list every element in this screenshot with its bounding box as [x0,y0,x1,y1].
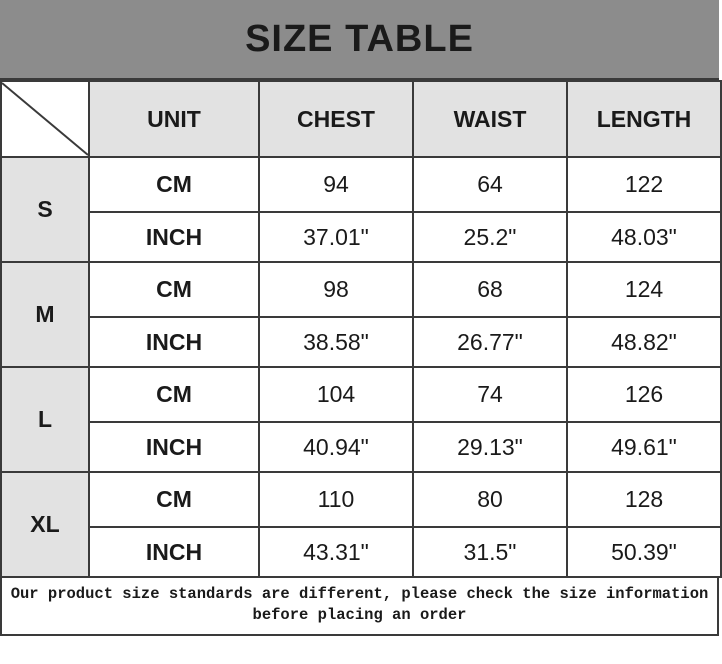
title-bar [0,0,719,80]
value-length: 126 [567,367,721,422]
table-row [1,262,721,317]
value-waist: 64 [413,157,567,212]
value-chest: 104 [259,367,413,422]
value-waist: 80 [413,472,567,527]
table-header-row [1,81,721,157]
unit-label-cm: CM [89,367,259,422]
value-chest: 110 [259,472,413,527]
size-label-l: L [1,367,89,472]
column-header-length: LENGTH [567,81,721,157]
value-length: 122 [567,157,721,212]
unit-label-cm: CM [89,262,259,317]
page-title: SIZE TABLE [245,17,474,60]
size-label-s: S [1,157,89,262]
corner-cell-diagonal [1,81,89,157]
unit-label-cm: CM [89,157,259,212]
value-chest: 40.94" [259,422,413,472]
value-waist: 29.13" [413,422,567,472]
value-waist: 26.77" [413,317,567,367]
size-note-line-1: Our product size standards are different, please check the size information [10,585,709,603]
table-row [1,317,721,367]
value-waist: 25.2" [413,212,567,262]
table-row [1,472,721,527]
footer-spacer [0,636,719,664]
table-row [1,367,721,422]
value-length: 48.03" [567,212,721,262]
value-chest: 38.58" [259,317,413,367]
size-label-m: M [1,262,89,367]
value-chest: 37.01" [259,212,413,262]
value-chest: 98 [259,262,413,317]
value-length: 124 [567,262,721,317]
column-header-waist: WAIST [413,81,567,157]
diagonal-line-icon [2,83,88,155]
table-row [1,422,721,472]
unit-label-inch: INCH [89,212,259,262]
size-label-xl: XL [1,472,89,577]
size-note [0,578,719,636]
unit-label-inch: INCH [89,422,259,472]
unit-label-cm: CM [89,472,259,527]
table-row [1,212,721,262]
table-row [1,527,721,577]
size-table [0,80,722,578]
value-chest: 43.31" [259,527,413,577]
value-waist: 68 [413,262,567,317]
value-length: 49.61" [567,422,721,472]
value-waist: 31.5" [413,527,567,577]
table-row [1,157,721,212]
value-waist: 74 [413,367,567,422]
size-note-line-2: before placing an order [252,605,467,624]
column-header-chest: CHEST [259,81,413,157]
value-chest: 94 [259,157,413,212]
unit-label-inch: INCH [89,527,259,577]
value-length: 48.82" [567,317,721,367]
column-header-unit: UNIT [89,81,259,157]
unit-label-inch: INCH [89,317,259,367]
value-length: 128 [567,472,721,527]
value-length: 50.39" [567,527,721,577]
